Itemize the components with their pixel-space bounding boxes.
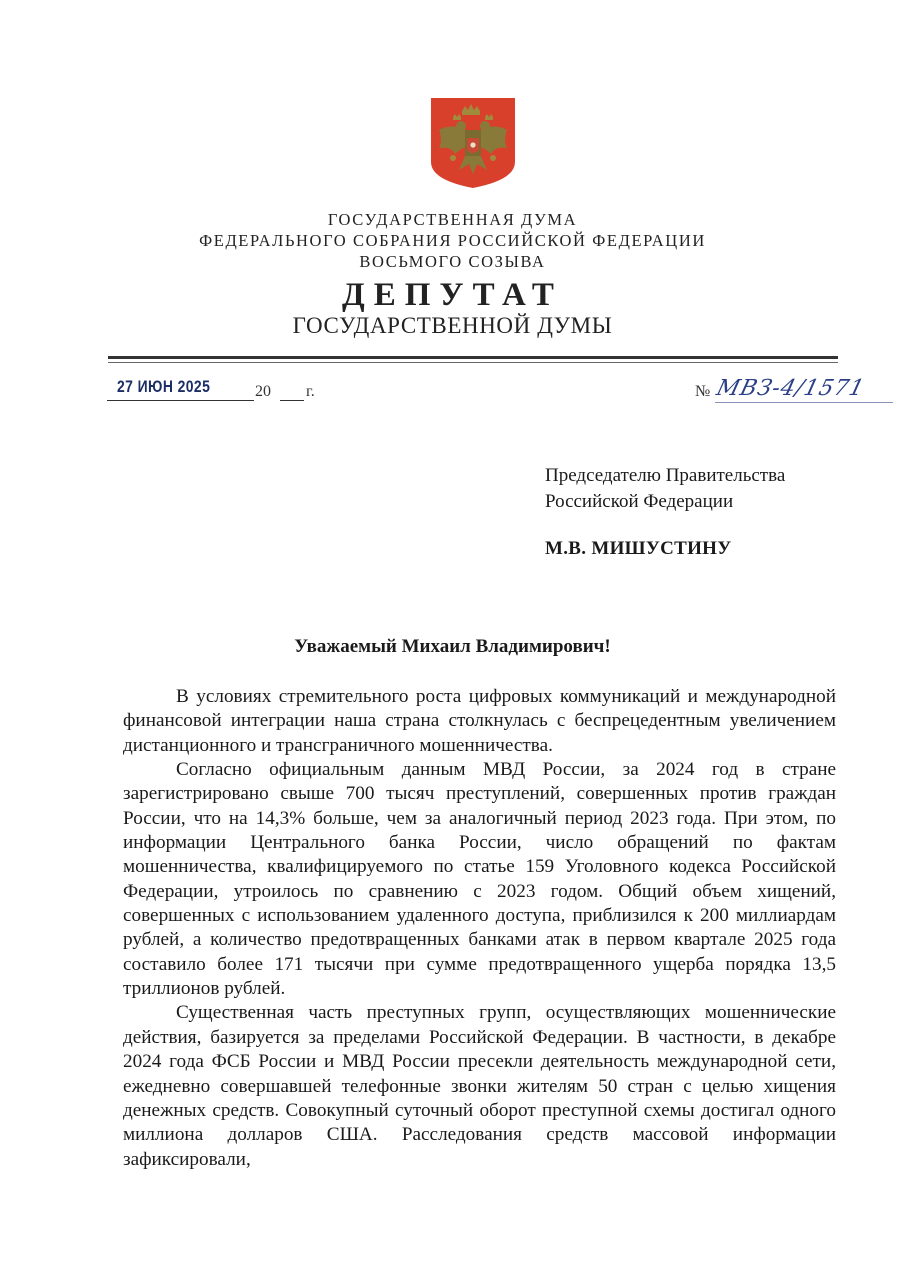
year-prefix: 20 xyxy=(255,383,271,400)
addressee-block xyxy=(545,463,785,515)
salutation: Уважаемый Михаил Владимирович! xyxy=(294,636,611,657)
letterhead-divider-thin xyxy=(108,362,838,363)
addressee-line-2: Российской Федерации xyxy=(545,491,734,512)
addressee-line-1: Председателю Правительства xyxy=(545,465,786,486)
organization-line-1: ГОСУДАРСТВЕННАЯ ДУМА xyxy=(327,210,578,229)
organization-line-2: ФЕДЕРАЛЬНОГО СОБРАНИЯ РОССИЙСКОЙ ФЕДЕРАЦИИ xyxy=(199,231,706,250)
paragraph: В условиях стремительного роста цифровых коммуникаций и международной финансовой интеграции наша страна столкнулась с беспрецедентным увеличением дистанционного и трансграничного мошенничества. xyxy=(123,686,836,756)
date-underline xyxy=(107,400,254,401)
date-stamp: 27 ИЮН 2025 xyxy=(117,377,211,396)
date-field xyxy=(107,377,347,406)
organization-line-3: ВОСЬМОГО СОЗЫВА xyxy=(359,252,546,271)
handwritten-reference-number: МВЗ-4/1571 xyxy=(713,376,868,401)
reference-number-field xyxy=(695,378,900,408)
letterhead-divider xyxy=(108,356,838,359)
year-underline xyxy=(280,400,304,401)
paragraph: Согласно официальным данным МВД России, за 2024 год в стране зарегистрировано свыше 700 тысяч преступлений, совершенных против граждан России, что на 14,3% больше, чем за аналогичный период 2023 года. При этом, по информации Центрального банка России, число обращений по фактам мошенничества, квалифицируемого по статье 159 Уголовного кодекса Российской Федерации, утроилось по сравнению с 2023 годом. Общий объем хищений, совершенных с использованием удаленного доступа, приблизился к 200 миллиардам рублей, а количество предотвращенных банками атак в первом квартале 2025 года составило более 171 тысячи при сумме предотвращенного ущерба порядка 13,5 триллионов рублей. xyxy=(123,759,836,1000)
addressee-name: М.В. МИШУСТИНУ xyxy=(545,538,732,559)
russian-coat-of-arms-icon xyxy=(429,96,517,190)
number-sign: № xyxy=(695,383,711,400)
year-suffix: г. xyxy=(306,383,315,400)
reference-underline xyxy=(715,402,893,403)
paragraph: Существенная часть преступных групп, осуществляющих мошеннические действия, базируется за пределами Российской Федерации. В частности, в декабре 2024 года ФСБ России и МВД России пресекли деятельность международной сети, ежедневно совершавшей телефонные звонки жителям 50 стран с целью хищения денежных средств. Совокупный суточный оборот преступной схемы достигал одного миллиона долларов США. Расследования средств массовой информации зафиксировали, xyxy=(123,1002,836,1170)
letterhead-subtitle: ГОСУДАРСТВЕННОЙ ДУМЫ xyxy=(292,313,613,338)
letter-body xyxy=(123,685,836,1172)
letterhead-title: ДЕПУТАТ xyxy=(342,277,563,313)
